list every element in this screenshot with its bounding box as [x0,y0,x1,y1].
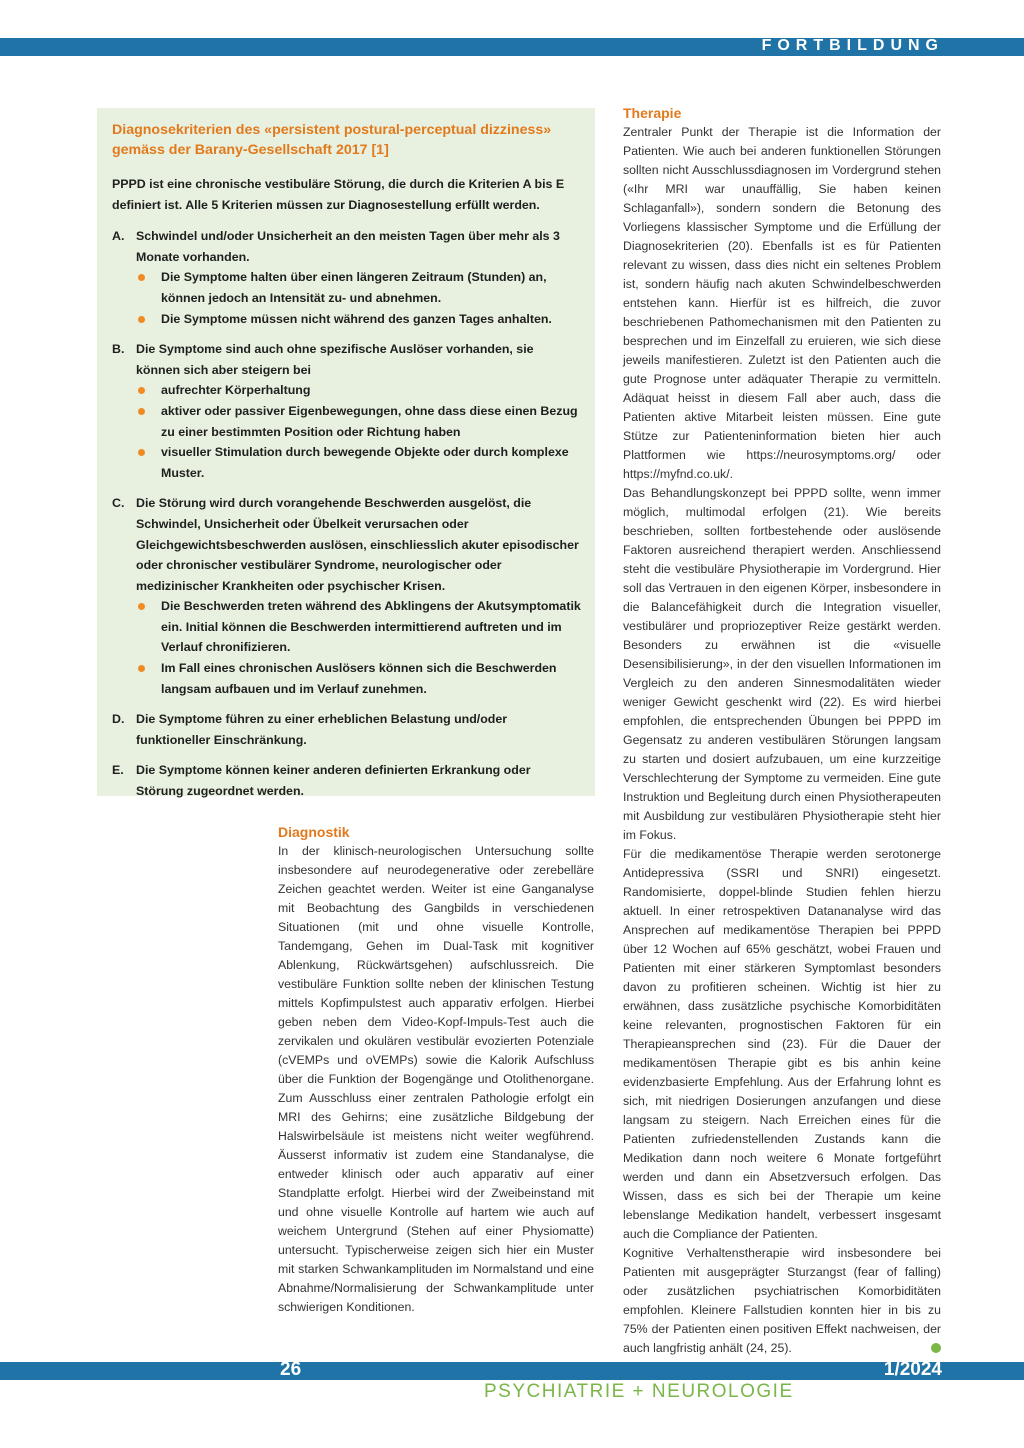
bullet-dot-icon [138,665,145,672]
bullet-dot-icon [138,387,145,394]
article-end-dot-icon [931,1343,941,1353]
bullet-dot-icon [138,274,145,281]
bullet-text: aufrechter Körperhaltung [161,383,311,398]
criterion-bullets [136,267,581,329]
criterion-a [112,226,581,329]
page-number: 26 [280,1359,302,1380]
criterion-bullets [136,596,581,699]
criterion-c [112,493,581,699]
bullet-text: Die Symptome halten über einen längeren Zeitraum (Stunden) an, können jedoch an Intensität zu- und abnehmen. [161,270,547,305]
bullet-text: visueller Stimulation durch bewegende Objekte oder durch komplexe Muster. [161,445,569,480]
bullet-text: Die Symptome müssen nicht während des ganzen Tages anhalten. [161,311,552,326]
criterion-e [112,760,581,801]
criterion-letter: D. [112,712,125,727]
bullet-text: Die Beschwerden treten während des Abklingens der Akutsymptomatik ein. Initial können die Beschwerden intermittierend auftreten und im Verlauf chronifizieren. [161,599,581,655]
criterion-d [112,709,581,750]
therapie-paragraph: Das Behandlungskonzept bei PPPD sollte, wenn immer möglich, multimodal erfolgen (21). Wie bereits beschrieben, sollten fortbestehende oder auslösende Faktoren ausreichend therapiert werden. Anschliessend steht die vestibuläre Physiotherapie im Vordergrund. Hier soll das Vertrauen in den eigenen Körper, insbesondere in die Balancefähigkeit durch die Integration visueller, vestibulärer und propriozeptiver Reize gestärkt werden. Besonders zu erwähnen ist die «visuelle Desensibilisierung», in der den visuellen Informationen im Vergleich zu den anderen Sinnesmodalitäten wieder weniger Gewicht geschenkt wird (22). Es wird hierbei empfohlen, die entsprechenden Übungen bei PPPD im Gegensatz zu anderen vestibulären Störungen langsam zu starten und dosiert aufzubauen, um eine kurzzeitige Verschlechterung der Symptome zu vermeiden. Eine gute Instruktion und Begleitung durch einen Physiotherapeuten mit Ausbildung zur vestibulären Physiotherapie steht hier im Fokus. [623,486,941,842]
criteria-intro: PPPD ist eine chronische vestibuläre Störung, die durch die Kriterien A bis E definiert ist. Alle 5 Kriterien müssen zur Diagnosestellung erfüllt werden. [112,177,565,212]
criteria-box [97,108,595,799]
criteria-box-title [112,120,581,160]
bullet-dot-icon [138,603,145,610]
criteria-title-line2: gemäss der Barany-Gesellschaft 2017 [1] [112,142,389,158]
bullet-dot-icon [138,316,145,323]
therapie-column [623,103,941,1358]
journal-name: PSYCHIATRIE + NEUROLOGIE [484,1381,794,1402]
bullet-item [136,401,581,442]
criterion-text: Die Symptome führen zu einer erheblichen Belastung und/oder funktioneller Einschränkung. [136,712,508,747]
bullet-item [136,309,581,330]
therapie-paragraph-text: Kognitive Verhaltenstherapie wird insbesondere bei Patienten mit ausgeprägter Sturzangst (fear of falling) oder zusätzlichen psychiatrischen Komorbiditäten empfohlen. Kleinere Fallstudien konnten hier in bis zu 75% der Patienten einen positiven Effekt nachweisen, der auch langfristig anhält (24, 25). [623,1246,941,1355]
bullet-dot-icon [138,449,145,456]
section-label: FORTBILDUNG [761,37,944,54]
criterion-text: Schwindel und/oder Unsicherheit an den meisten Tagen über mehr als 3 Monate vorhanden. [136,229,560,264]
therapie-paragraph [623,1244,941,1358]
criterion-b [112,339,581,483]
bullet-item [136,380,581,401]
criterion-letter: A. [112,229,125,244]
bullet-item [136,658,581,699]
diagnostik-heading: Diagnostik [278,824,350,840]
criteria-title-line1: Diagnosekriterien des «persistent postural-perceptual dizziness» [112,122,552,138]
diagnostik-column [278,822,594,1317]
therapie-paragraph: Für die medikamentöse Therapie werden serotonerge Antidepressiva (SSRI und SNRI) eingesetzt. Randomisierte, doppel-blinde Studien fehlen hierzu aktuell. In einer retrospektiven Datananalyse wird das Ansprechen auf medikamentöse Therapien bei PPPD über 12 Wochen auf 65% geschätzt, wobei Frauen und Patienten mit einer stärkeren Symptomlast besonders davon zu profitieren scheinen. Wichtig ist hier zu erwähnen, dass zusätzliche psychische Komorbiditäten keine relevanten, prognostischen Faktoren für ein Therapieansprechen sind (23). Für die Dauer der medikamentösen Therapie gibt es bis anhin keine evidenzbasierte Empfehlung. Aus der Erfahrung lohnt es sich, mit niedrigen Dosierungen anzufangen und diese langsam zu steigern. Nach Erreichen eines für die Patienten zufriedenstellenden Zustands kann die Medikation dann noch weitere 6 Monate fortgeführt werden und dann ein Absetzversuch erfolgen. Das Wissen, dass es sich bei der Therapie um keine lebenslange Medikation handelt, verbessert insgesamt auch die Compliance der Patienten. [623,847,941,1241]
section-header-bar [0,38,1024,56]
issue-number: 1/2024 [883,1359,942,1380]
bullet-item [136,442,581,483]
criterion-letter: C. [112,496,125,511]
criterion-letter: E. [112,763,124,778]
therapie-heading: Therapie [623,105,682,121]
therapie-paragraph: Zentraler Punkt der Therapie ist die Information der Patienten. Wie auch bei anderen funktionellen Störungen sollten nicht Ausschlussdiagnosen im Vordergrund stehen («Ihr MRI war unauffällig, Sie haben keinen Schlaganfall»), sondern sondern die Betonung des Vorliegens klassischer Symptome und die Erfüllung der Diagnosekriterien (20). Ebenfalls ist es für Patienten relevant zu wissen, dass dies nicht ein seltenes Problem ist, sondern häufig nach akuten Schwindelbeschwerden entstehen kann. Hierfür ist es hilfreich, die zuvor beschriebenen Pathomechanismen mit den Patienten zu besprechen und im Einzelfall zu eruieren, wie sich diese jeweils manifestieren. Zuletzt ist den Patienten auch die gute Prognose unter adäquater Therapie zu vermitteln. Adäquat heisst in diesem Fall aber auch, dass die Patienten aktive Mitarbeit leisten müssen. Eine gute Stütze zur Patienteninformation bieten hier auch Plattformen wie https://neurosymptoms.org/ oder https://myfnd.co.uk/. [623,125,941,481]
criterion-letter: B. [112,342,125,357]
criterion-text: Die Symptome sind auch ohne spezifische Auslöser vorhanden, sie können sich aber steigern bei [136,342,534,377]
criterion-text: Die Störung wird durch vorangehende Beschwerden ausgelöst, die Schwindel, Unsicherheit oder Übelkeit verursachen oder Gleichgewichtsbeschwerden auslösen, einschliesslich akuter episodischer oder chronischer vestibulärer Syndrome, neurologischer oder medizinischer Krankheiten oder psychischer Krisen. [136,496,579,593]
bullet-text: aktiver oder passiver Eigenbewegungen, ohne dass diese einen Bezug zu einer bestimmten Position oder Richtung haben [161,403,578,439]
footer-bar [0,1359,1024,1380]
criterion-bullets [136,380,581,483]
diagnostik-text: In der klinisch-neurologischen Untersuchung sollte insbesondere auf neurodegenerative oder zerebelläre Zeichen geachtet werden. Weiter ist eine Ganganalyse mit Beobachtung des Gangbilds in verschiedenen Situationen (mit und ohne visuelle Kontrolle, Tandemgang, Gehen im Dual-Task mit kognitiver Ablenkung, Rückwärtsgehen) aufschlussreich. Die vestibuläre Funktion sollte neben der klinischen Testung mittels Kopfimpulstest auch apparativ erfolgen. Hierbei geben neben dem Video-Kopf-Impuls-Test auch die zervikalen und okulären vestibulär evozierten Potenziale (cVEMPs und oVEMPs) sowie die Kalorik Aufschluss über die Funktion der Bogengänge und Otolithenorgane. Zum Ausschluss einer zentralen Pathologie erfolgt ein MRI des Gehirns; eine zusätzliche Bildgebung der Halswirbelsäule ist meistens nicht weiter wegführend. Äusserst informativ ist zudem eine Standanalyse, die entweder klinisch oder auch apparativ auf einer Standplatte erfolgt. Hierbei wird der Zweibeinstand mit und ohne visuelle Kontrolle auf hartem wie auch auf weichem Untergrund (Stehen auf einer Physiomatte) untersucht. Typischerweise zeigen sich hier ein Muster mit starken Schwankamplituden im Normalstand und eine Abnahme/Normalisierung der Schwankamplitude unter schwierigen Konditionen. [278,844,594,1314]
bullet-item [136,267,581,308]
criterion-text: Die Symptome können keiner anderen definierten Erkrankung oder Störung zugeordnet werden. [136,763,531,799]
bullet-dot-icon [138,408,145,415]
bullet-text: Im Fall eines chronischen Auslösers können sich die Beschwerden langsam aufbauen und im Verlauf zunehmen. [161,661,557,696]
bullet-item [136,596,581,658]
